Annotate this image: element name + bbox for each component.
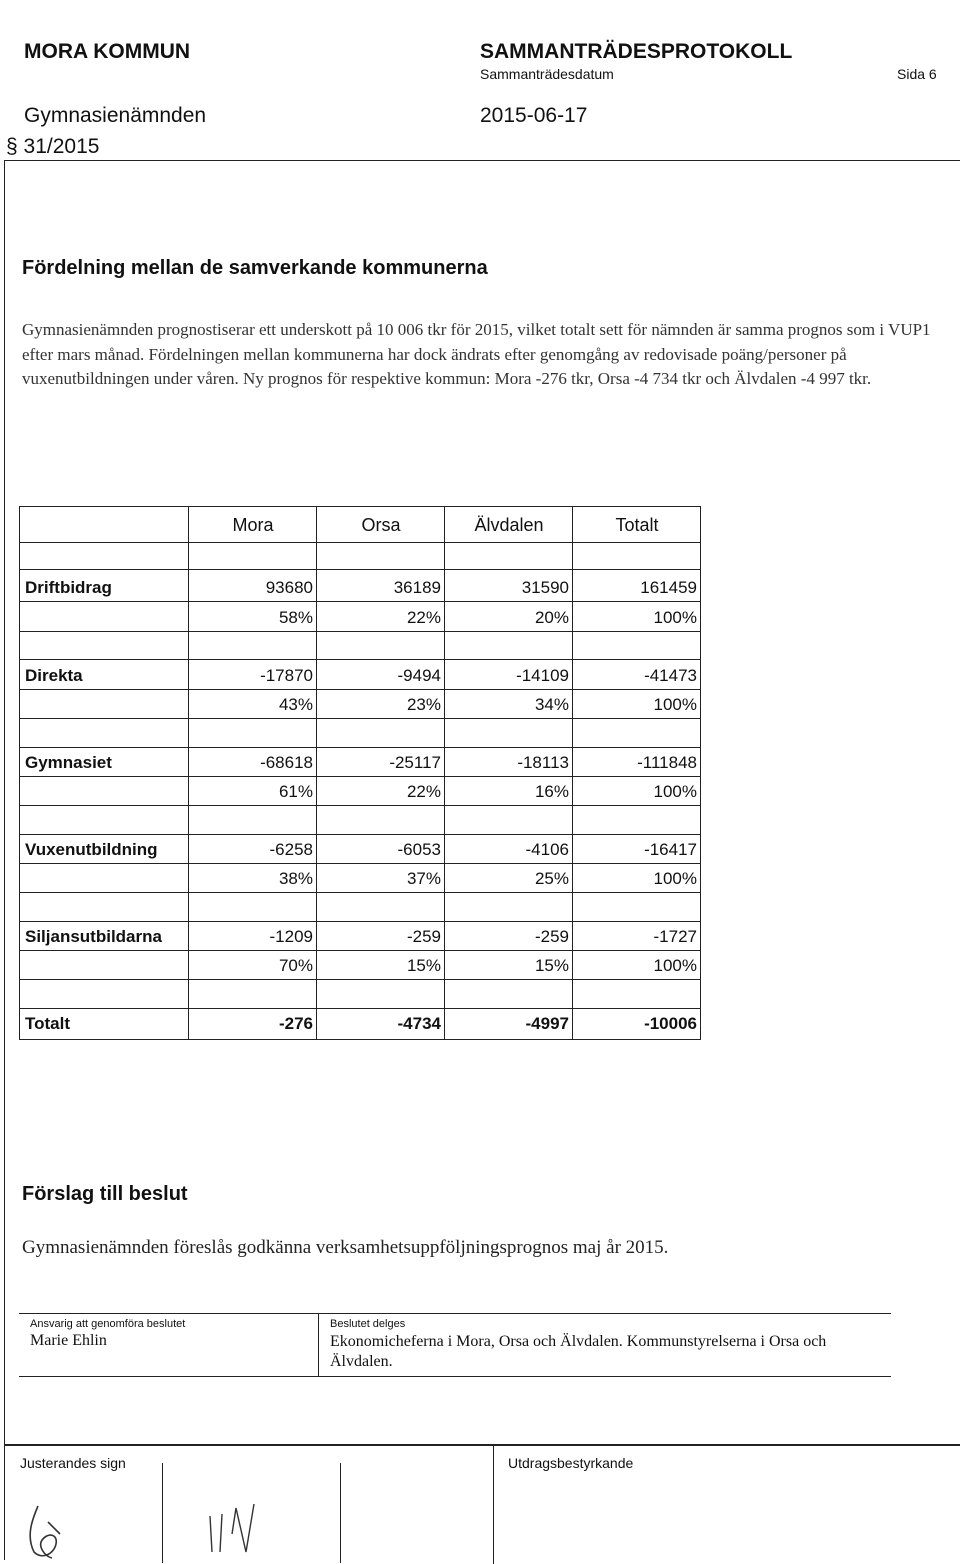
table-rule [19,718,701,719]
table-rule [19,689,701,690]
document-title: SAMMANTRÄDESPROTOKOLL [480,40,793,63]
row-label-vuxenutbildning: Vuxenutbildning [25,840,158,859]
table-cell: -41473 [644,666,697,685]
distribution-value: Ekonomicheferna i Mora, Orsa och Älvdalen. Kommunstyrelserna i Orsa och Älvdalen. [330,1333,827,1370]
table-cell-share: 100% [653,695,697,714]
row-label-driftbidrag: Driftbidrag [25,578,112,597]
table-rule [19,805,701,806]
table-rule [19,569,701,570]
table-border-right [700,506,701,1040]
section-heading-distribution: Fördelning mellan de samverkande kommunerna [22,257,488,279]
table-rule [19,950,701,951]
column-header-totalt: Totalt [615,515,659,535]
table-rule [19,776,701,777]
column-header-mora: Mora [232,515,274,535]
table-cell: -25117 [389,753,441,772]
table-cell: -18113 [517,753,569,772]
table-rule [19,863,701,864]
table-cell: 93680 [265,578,313,597]
section-body-distribution: Gymnasienämnden prognostiserar ett underskott på 10 006 tkr för 2015, vilket totalt sett för nämnden är samma prognos som i VUP1 efter mars månad. Fördelningen mellan kommunerna har dock ändrats efter genomgång av redovisade poäng/personer på vuxenutbildningen under våren. Ny prognos för respektive kommun: Mora -276 tkr, Orsa -4 734 tkr och Älvdalen -4 997 tkr. [22,320,931,388]
table-cell: -4106 [525,840,569,859]
table-cell-share: 22% [406,608,441,627]
table-cell-share: 16% [534,782,569,801]
table-cell: 36189 [393,578,441,597]
table-cell-share: 100% [653,869,697,888]
meeting-date-label: Sammanträdesdatum [480,66,614,82]
table-cell: -6053 [397,840,441,859]
signature-label: Justerandes sign [20,1455,126,1471]
table-cell-share: 25% [534,869,569,888]
table-cell: -17870 [260,666,313,685]
table-cell: -68618 [260,753,313,772]
responsible-value: Marie Ehlin [30,1332,107,1349]
table-rule [19,542,701,543]
board-name: Gymnasienämnden [24,104,207,127]
left-margin-line [4,160,5,1560]
table-rule [19,892,701,893]
table-cell-share: 15% [406,956,441,975]
table-rule [19,979,701,980]
table-cell-share: 22% [406,782,441,801]
footer-sign-divider [162,1463,163,1563]
table-cell-share: 15% [534,956,569,975]
handwritten-initials-1 [20,1500,70,1562]
row-label-totalt: Totalt [25,1014,71,1033]
table-cell: 31590 [521,578,569,597]
table-cell: -259 [406,927,441,946]
table-cell-share: 38% [278,869,313,888]
table-cell-share: 43% [278,695,313,714]
row-label-direkta: Direkta [25,666,83,685]
table-cell: 161459 [640,578,697,597]
table-rule [19,921,701,922]
table-rule [19,834,701,835]
table-cell: -1209 [269,927,313,946]
table-cell-total: -10006 [644,1014,697,1033]
table-cell: -259 [534,927,569,946]
section-body-proposal: Gymnasienämnden föreslås godkänna verksamhetsuppföljningsprognos maj år 2015. [22,1237,669,1258]
row-label-gymnasiet: Gymnasiet [25,753,112,772]
table-rule [19,506,701,507]
table-cell-share: 100% [653,782,697,801]
table-rule [19,1008,701,1009]
handwritten-initials-2 [196,1494,266,1560]
table-rule [19,601,701,602]
table-cell-share: 37% [406,869,441,888]
table-cell-share: 34% [534,695,569,714]
table-cell-share: 100% [653,956,697,975]
table-rule [19,659,701,660]
section-heading-proposal: Förslag till beslut [22,1183,188,1205]
table-border-left [19,506,20,1040]
table-cell-total: -276 [278,1014,313,1033]
table-cell-share: 61% [278,782,313,801]
table-cell-total: -4734 [397,1014,441,1033]
decision-info-divider [318,1313,319,1377]
table-cell-total: -4997 [525,1014,569,1033]
footer-divider [4,1444,960,1446]
column-header-orsa: Orsa [361,515,401,535]
footer-sign-divider [340,1463,341,1563]
page-number: Sida 6 [897,66,937,82]
table-cell: -9494 [397,666,441,685]
table-cell-share: 70% [278,956,313,975]
table-rule [19,631,701,632]
column-header-alvdalen: Älvdalen [474,515,544,535]
table-cell-share: 100% [653,608,697,627]
distribution-label: Beslutet delges [330,1318,406,1330]
row-label-siljansutbildarna: Siljansutbildarna [25,927,162,946]
table-cell: -111848 [637,753,697,772]
organization-name: MORA KOMMUN [24,40,191,63]
header-divider [4,160,960,161]
table-cell: -6258 [269,840,313,859]
footer-extract-divider [493,1446,494,1564]
table-cell-share: 20% [534,608,569,627]
extract-certification-label: Utdragsbestyrkande [508,1455,634,1471]
paragraph-number: § 31/2015 [6,135,100,158]
table-rule [19,747,701,748]
table-cell-share: 58% [278,608,313,627]
table-cell: -16417 [644,840,697,859]
table-cell-share: 23% [406,695,441,714]
table-cell: -1727 [653,927,697,946]
table-cell: -14109 [516,666,569,685]
meeting-date: 2015-06-17 [480,104,588,127]
responsible-label: Ansvarig att genomföra beslutet [30,1318,186,1330]
table-rule [19,1039,701,1040]
distribution-table [19,506,701,1040]
